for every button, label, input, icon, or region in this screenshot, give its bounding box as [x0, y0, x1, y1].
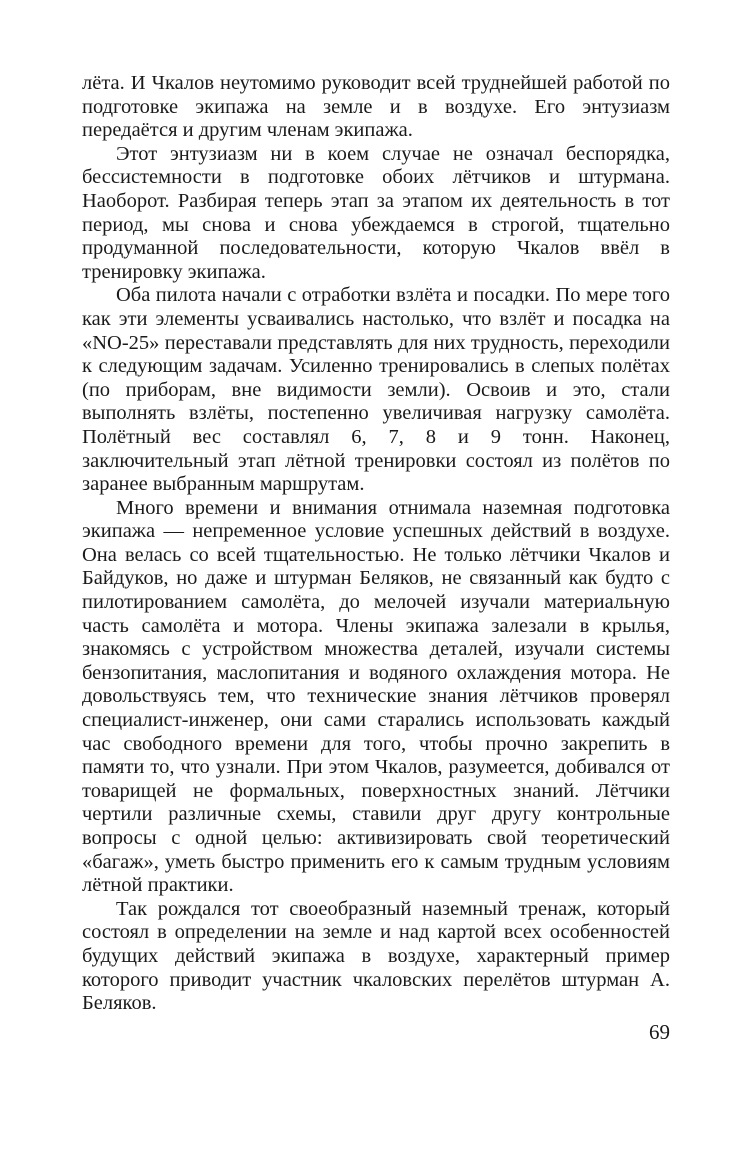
paragraph-pilots-training: Оба пилота начали с отработки взлёта и посадки. По мере того как эти элементы усваивались настолько, что взлёт и посадка на «NO-25» переставали представлять для них трудность, переходили к следующим задачам. Усиленно тренировались в слепых полётах (по приборам, вне видимости земли). Освоив и это, стали выполнять взлёты, постепенно увеличивая нагрузку самолёта. Полётный вес составлял 6, 7, 8 и 9 тонн. Наконец, заключительный этап лётной тренировки состоял из полётов по заранее выбранным маршрутам.	[82, 284, 670, 496]
paragraph-ground-training: Так рождался тот своеобразный наземный тренаж, который состоял в определении на земле и над картой всех особенностей будущих действий экипажа в воздухе, характерный пример которого приводит участник чкаловских перелётов штурман А. Беляков.	[82, 897, 670, 1015]
paragraph-ground-preparation: Много времени и внимания отнимала наземная подготовка экипажа — непременное условие успешных действий в воздухе. Она велась со всей тщательностью. Не только лётчики Чкалов и Байдуков, но даже и штурман Беляков, не связанный как будто с пилотированием самолёта, до мелочей изучали материальную часть самолёта и мотора. Члены экипажа залезали в крылья, знакомясь с устройством множества деталей, изучали системы бензопитания, маслопитания и водяного охлаждения мотора. Не довольствуясь тем, что технические знания лётчиков проверял специалист-инженер, они сами старались использовать каждый час свободного времени для того, чтобы прочно закрепить в памяти то, что узнали. При этом Чкалов, разумеется, добивался от товарищей не формальных, поверхностных знаний. Лётчики чертили различные схемы, ставили друг другу контрольные вопросы с одной целью: активизировать свой теоретический «багаж», уметь быстро применить его к самым трудным условиям лётной практики.	[82, 496, 670, 897]
page-number: 69	[649, 1020, 670, 1044]
paragraph-continuation: лёта. И Чкалов неутомимо руководит всей труднейшей работой по подготовке экипажа на земле и в воздухе. Его энтузиазм передаётся и другим членам экипажа.	[82, 72, 670, 142]
page-text	[82, 72, 670, 1016]
paragraph-enthusiasm: Этот энтузиазм ни в коем случае не означал беспорядка, бессистемности в подготовке обоих лётчиков и штурмана. Наоборот. Разбирая теперь этап за этапом их деятельность в тот период, мы снова и снова убеждаемся в строгой, тщательно продуманной последовательности, которую Чкалов ввёл в тренировку экипажа.	[82, 142, 670, 283]
